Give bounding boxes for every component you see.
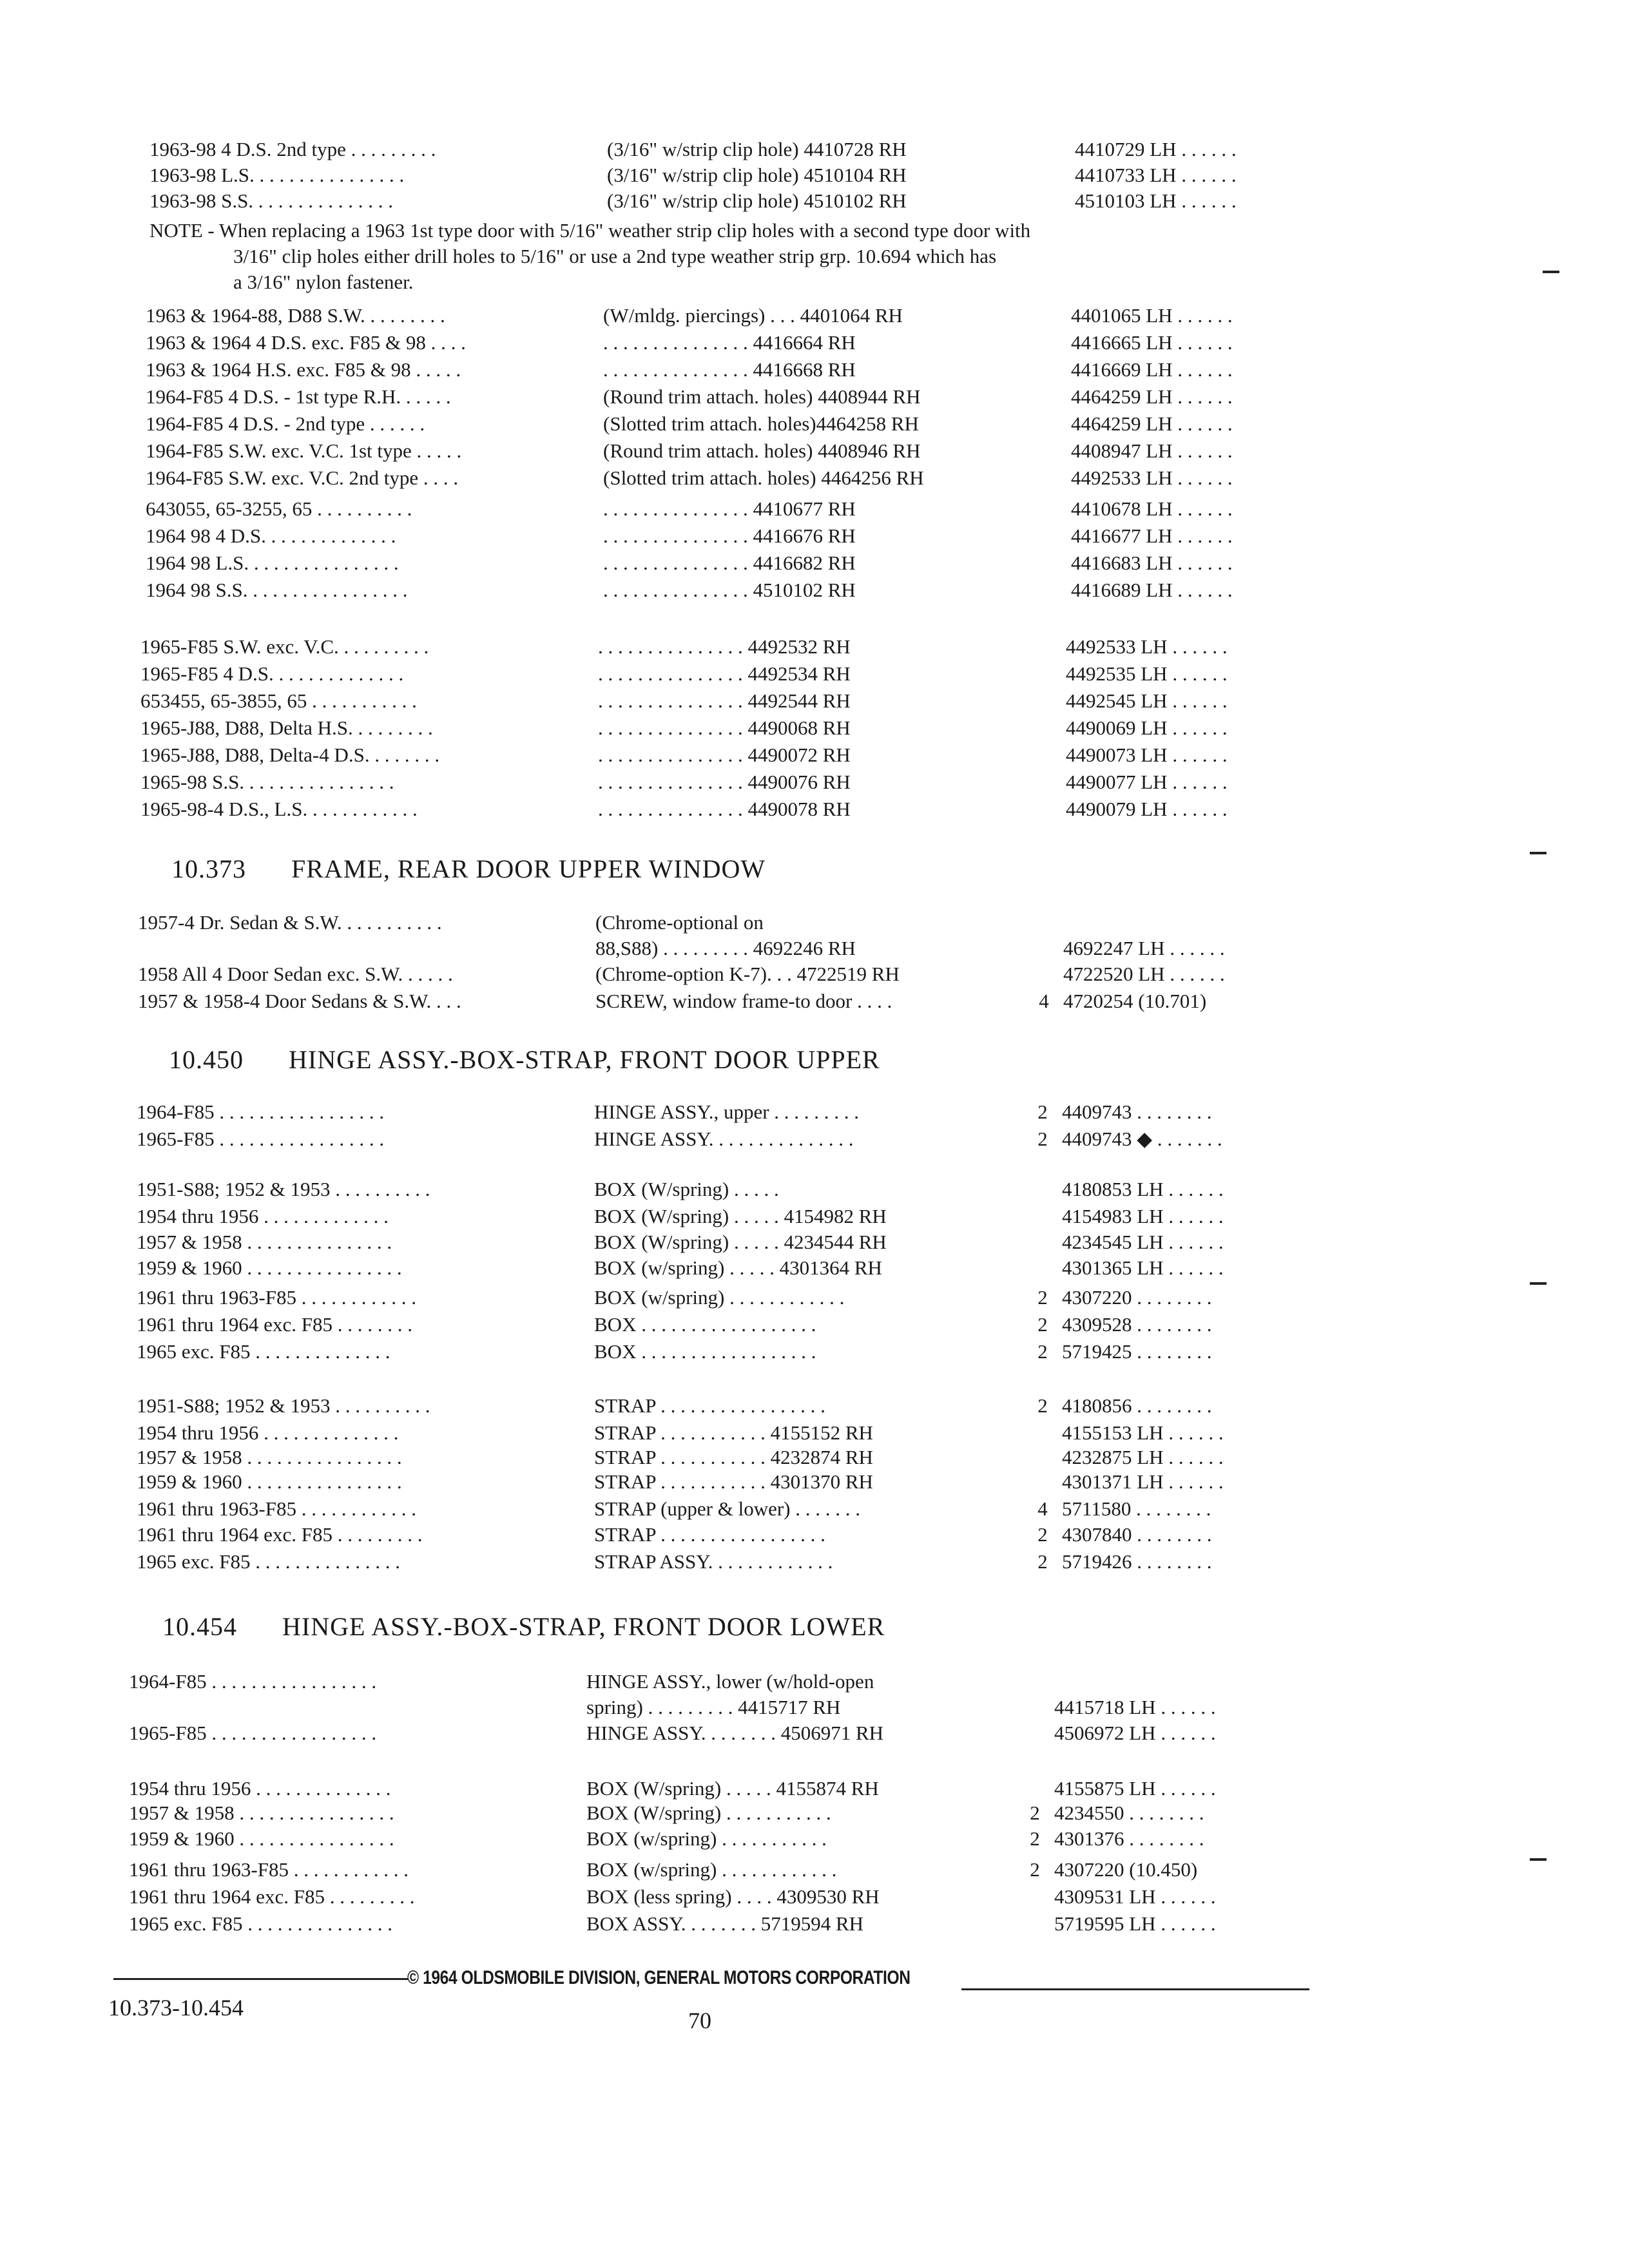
model-cell: 1964 98 4 D.S. . . . . . . . . . . . . . [146,524,396,547]
description-cell: (Chrome-option K-7). . . 4722519 RH [595,963,900,985]
model-cell: 1964-F85 S.W. exc. V.C. 2nd type . . . . [146,466,459,489]
lh-part-cell: 4490073 LH . . . . . . [1066,744,1228,766]
model-cell: 1959 & 1960 . . . . . . . . . . . . . . . . [129,1827,394,1850]
description-cell: . . . . . . . . . . . . . . . 4490076 RH [598,771,851,793]
lh-part-cell: 4408947 LH . . . . . . [1071,439,1233,462]
lh-part-cell: 4234545 LH . . . . . . [1062,1231,1224,1253]
model-cell: 1964-F85 . . . . . . . . . . . . . . . . . [129,1670,377,1693]
lh-part-cell: 4232875 LH . . . . . . [1062,1446,1224,1468]
model-cell: 1963-98 L.S. . . . . . . . . . . . . . . . [149,164,405,186]
note-line: a 3/16" nylon fastener. [233,271,414,293]
description-cell: BOX ASSY. . . . . . . . 5719594 RH [586,1912,864,1935]
model-cell: 1964-F85 S.W. exc. V.C. 1st type . . . . . [146,439,462,462]
description-cell: . . . . . . . . . . . . . . . 4416664 RH [603,331,856,354]
model-cell: 1965-J88, D88, Delta-4 D.S. . . . . . . . [140,744,440,766]
lh-part-cell: 4180853 LH . . . . . . [1062,1178,1224,1200]
footer-rule-left [113,1978,409,1980]
lh-part-cell: 4464259 LH . . . . . . [1071,412,1233,435]
lh-part-cell: 4307220 . . . . . . . . [1062,1286,1212,1309]
description-cell: STRAP . . . . . . . . . . . . . . . . . [594,1394,825,1417]
description-cell: (Chrome-optional on [595,911,764,934]
lh-part-cell: 4722520 LH . . . . . . [1063,963,1225,985]
description-cell: (3/16" w/strip clip hole) 4510102 RH [607,189,907,212]
model-cell: 1959 & 1960 . . . . . . . . . . . . . . . . [137,1470,402,1493]
model-cell: 1959 & 1960 . . . . . . . . . . . . . . . . [137,1256,402,1279]
page-number: 70 [688,2008,711,2033]
description-cell: BOX (less spring) . . . . 4309530 RH [586,1885,880,1908]
quantity-cell: 2 [1037,1523,1048,1546]
section-heading [162,1611,885,1643]
model-cell: 1964-F85 4 D.S. - 2nd type . . . . . . [146,412,425,435]
copyright-notice: © 1964 OLDSMOBILE DIVISION, GENERAL MOTORS CORPORATION [407,1967,911,1988]
model-cell: 1963 & 1964 4 D.S. exc. F85 & 98 . . . . [146,331,466,354]
section-title: HINGE ASSY.-BOX-STRAP, FRONT DOOR UPPER [289,1045,880,1074]
model-cell: 1954 thru 1956 . . . . . . . . . . . . . [137,1205,389,1227]
description-cell: . . . . . . . . . . . . . . . 4492534 RH [598,662,851,685]
model-cell: 1965 exc. F85 . . . . . . . . . . . . . . [137,1340,390,1363]
model-cell: 1965-98 S.S. . . . . . . . . . . . . . . . [140,771,394,793]
description-cell: STRAP . . . . . . . . . . . 4155152 RH [594,1421,873,1444]
quantity-cell: 2 [1030,1858,1040,1881]
quantity-cell: 2 [1037,1394,1048,1417]
description-cell: . . . . . . . . . . . . . . . 4416676 RH [603,524,856,547]
model-cell: 1963 & 1964-88, D88 S.W. . . . . . . . . [146,304,445,327]
description-cell: BOX (w/spring) . . . . . . . . . . . . [586,1858,837,1881]
lh-part-cell: 4409743 . . . . . . . . [1062,1100,1212,1123]
section-range: 10.373-10.454 [108,1995,244,2021]
lh-part-cell: 4307220 (10.450) [1054,1858,1198,1881]
description-cell: HINGE ASSY., lower (w/hold-open [586,1670,874,1693]
model-cell: 1957 & 1958 . . . . . . . . . . . . . . . [137,1231,392,1253]
lh-part-cell: 4410729 LH . . . . . . [1075,138,1237,160]
description-cell: STRAP ASSY. . . . . . . . . . . . . [594,1550,833,1573]
model-cell: 1961 thru 1964 exc. F85 . . . . . . . . . [137,1523,423,1546]
model-cell: 1957-4 Dr. Sedan & S.W. . . . . . . . . . . [138,911,442,934]
quantity-cell: 4 [1037,1497,1048,1520]
description-cell: BOX (W/spring) . . . . . . . . . . . [586,1802,831,1824]
description-cell: BOX . . . . . . . . . . . . . . . . . . [594,1313,816,1336]
model-cell: 1961 thru 1964 exc. F85 . . . . . . . . . [129,1885,415,1908]
model-cell: 1965-F85 S.W. exc. V.C. . . . . . . . . . [140,635,429,658]
footer-rule-right [961,1988,1309,1990]
section-title: FRAME, REAR DOOR UPPER WINDOW [291,854,766,883]
lh-part-cell: 4415718 LH . . . . . . [1054,1696,1216,1718]
quantity-cell: 2 [1037,1550,1048,1573]
description-cell: HINGE ASSY. . . . . . . . . . . . . . . [594,1128,854,1150]
model-cell: 1964-F85 4 D.S. - 1st type R.H. . . . . . [146,385,451,408]
description-cell: . . . . . . . . . . . . . . . 4510102 RH [603,579,856,601]
lh-part-cell: 4490077 LH . . . . . . [1066,771,1228,793]
description-cell: BOX (W/spring) . . . . . 4154982 RH [594,1205,887,1227]
description-cell: STRAP (upper & lower) . . . . . . . [594,1497,861,1520]
section-heading [171,853,766,885]
description-cell: STRAP . . . . . . . . . . . 4232874 RH [594,1446,873,1468]
lh-part-cell: 4416689 LH . . . . . . [1071,579,1233,601]
margin-mark [1530,1282,1547,1285]
description-cell: (W/mldg. piercings) . . . 4401064 RH [603,304,903,327]
description-cell: BOX (W/spring) . . . . . [594,1178,779,1200]
section-heading [169,1044,880,1076]
lh-part-cell: 4234550 . . . . . . . . [1054,1802,1204,1824]
lh-part-cell: 4492533 LH . . . . . . [1066,635,1228,658]
quantity-cell: 2 [1030,1827,1040,1850]
lh-part-cell: 4154983 LH . . . . . . [1062,1205,1224,1227]
description-cell: . . . . . . . . . . . . . . . 4410677 RH [603,497,856,520]
description-cell: BOX (W/spring) . . . . . 4155874 RH [586,1777,879,1800]
margin-mark [1530,1858,1547,1861]
lh-part-cell: 4490079 LH . . . . . . [1066,798,1228,820]
lh-part-cell: 4410678 LH . . . . . . [1071,497,1233,520]
quantity-cell: 2 [1030,1802,1040,1824]
lh-part-cell: 5719595 LH . . . . . . [1054,1912,1216,1935]
lh-part-cell: 4492533 LH . . . . . . [1071,466,1233,489]
model-cell: 1965 exc. F85 . . . . . . . . . . . . . . . [137,1550,401,1573]
model-cell: 1965-F85 . . . . . . . . . . . . . . . . . [129,1722,377,1744]
description-cell: STRAP . . . . . . . . . . . . . . . . . [594,1523,825,1546]
lh-part-cell: 4416669 LH . . . . . . [1071,358,1233,381]
description-cell: spring) . . . . . . . . . 4415717 RH [586,1696,841,1718]
margin-mark [1543,271,1559,273]
section-number: 10.454 [162,1612,237,1641]
lh-part-cell: 4307840 . . . . . . . . [1062,1523,1212,1546]
description-cell: BOX (W/spring) . . . . . 4234544 RH [594,1231,887,1253]
model-cell: 1961 thru 1963-F85 . . . . . . . . . . . . [137,1497,416,1520]
model-cell: 1957 & 1958-4 Door Sedans & S.W. . . . [138,990,461,1012]
description-cell: (Slotted trim attach. holes) 4464256 RH [603,466,924,489]
margin-mark [1530,852,1547,854]
description-cell: (3/16" w/strip clip hole) 4510104 RH [607,164,907,186]
description-cell: . . . . . . . . . . . . . . . 4490078 RH [598,798,851,820]
lh-part-cell: 5719425 . . . . . . . . [1062,1340,1212,1363]
lh-part-cell: 4510103 LH . . . . . . [1075,189,1237,212]
description-cell: (Slotted trim attach. holes)4464258 RH [603,412,919,435]
lh-part-cell: 4309531 LH . . . . . . [1054,1885,1216,1908]
description-cell: (Round trim attach. holes) 4408946 RH [603,439,921,462]
description-cell: SCREW, window frame-to door . . . . [595,990,892,1012]
model-cell: 1965-F85 4 D.S. . . . . . . . . . . . . . [140,662,404,685]
lh-part-cell: 4410733 LH . . . . . . [1075,164,1237,186]
description-cell: BOX (w/spring) . . . . . . . . . . . [586,1827,827,1850]
model-cell: 653455, 65-3855, 65 . . . . . . . . . . . [140,689,417,712]
lh-part-cell: 4416677 LH . . . . . . [1071,524,1233,547]
model-cell: 1964-F85 . . . . . . . . . . . . . . . . . [137,1100,385,1123]
description-cell: . . . . . . . . . . . . . . . 4492532 RH [598,635,851,658]
model-cell: 1954 thru 1956 . . . . . . . . . . . . . . [129,1777,391,1800]
lh-part-cell: 4180856 . . . . . . . . [1062,1394,1212,1417]
model-cell: 1958 All 4 Door Sedan exc. S.W. . . . . . [138,963,453,985]
lh-part-cell: 4464259 LH . . . . . . [1071,385,1233,408]
lh-part-cell: 4492545 LH . . . . . . [1066,689,1228,712]
description-cell: . . . . . . . . . . . . . . . 4490072 RH [598,744,851,766]
lh-part-cell: 4416683 LH . . . . . . [1071,552,1233,574]
lh-part-cell: 4155153 LH . . . . . . [1062,1421,1224,1444]
section-title: HINGE ASSY.-BOX-STRAP, FRONT DOOR LOWER [282,1612,885,1641]
quantity-cell: 4 [1039,990,1049,1012]
description-cell: BOX . . . . . . . . . . . . . . . . . . [594,1340,816,1363]
model-cell: 643055, 65-3255, 65 . . . . . . . . . . [146,497,412,520]
model-cell: 1951-S88; 1952 & 1953 . . . . . . . . . . [137,1394,430,1417]
lh-part-cell: 4416665 LH . . . . . . [1071,331,1233,354]
model-cell: 1965-98-4 D.S., L.S. . . . . . . . . . . . [140,798,418,820]
quantity-cell: 2 [1037,1286,1048,1309]
model-cell: 1963-98 4 D.S. 2nd type . . . . . . . . . [149,138,436,160]
section-number: 10.450 [169,1045,244,1074]
description-cell: STRAP . . . . . . . . . . . 4301370 RH [594,1470,873,1493]
lh-part-cell: 4401065 LH . . . . . . [1071,304,1233,327]
description-cell: HINGE ASSY. . . . . . . . 4506971 RH [586,1722,884,1744]
lh-part-cell: 4301371 LH . . . . . . [1062,1470,1224,1493]
lh-part-cell: 4301376 . . . . . . . . [1054,1827,1204,1850]
note-line: NOTE - When replacing a 1963 1st type door with 5/16" weather strip clip holes with a second type door with [149,219,1031,242]
model-cell: 1954 thru 1956 . . . . . . . . . . . . . . [137,1421,399,1444]
model-cell: 1965-F85 . . . . . . . . . . . . . . . . . [137,1128,385,1150]
lh-part-cell: 4506972 LH . . . . . . [1054,1722,1216,1744]
model-cell: 1961 thru 1963-F85 . . . . . . . . . . . . [137,1286,416,1309]
model-cell: 1963 & 1964 H.S. exc. F85 & 98 . . . . . [146,358,461,381]
description-cell: . . . . . . . . . . . . . . . 4416682 RH [603,552,856,574]
lh-part-cell: 4409743 ◆ . . . . . . . [1062,1128,1222,1150]
model-cell: 1951-S88; 1952 & 1953 . . . . . . . . . . [137,1178,430,1200]
description-cell: . . . . . . . . . . . . . . . 4416668 RH [603,358,856,381]
description-cell: BOX (w/spring) . . . . . 4301364 RH [594,1256,882,1279]
lh-part-cell: 4490069 LH . . . . . . [1066,716,1228,739]
lh-part-cell: 4720254 (10.701) [1063,990,1207,1012]
model-cell: 1965 exc. F85 . . . . . . . . . . . . . . . [129,1912,393,1935]
model-cell: 1965-J88, D88, Delta H.S. . . . . . . . . [140,716,433,739]
quantity-cell: 2 [1037,1100,1048,1123]
lh-part-cell: 4492535 LH . . . . . . [1066,662,1228,685]
description-cell: . . . . . . . . . . . . . . . 4490068 RH [598,716,851,739]
description-cell: . . . . . . . . . . . . . . . 4492544 RH [598,689,851,712]
model-cell: 1957 & 1958 . . . . . . . . . . . . . . . . [129,1802,394,1824]
model-cell: 1961 thru 1963-F85 . . . . . . . . . . . . [129,1858,409,1881]
quantity-cell: 2 [1037,1313,1048,1336]
model-cell: 1957 & 1958 . . . . . . . . . . . . . . . . [137,1446,402,1468]
model-cell: 1964 98 S.S. . . . . . . . . . . . . . . . . [146,579,408,601]
lh-part-cell: 4155875 LH . . . . . . [1054,1777,1216,1800]
lh-part-cell: 4309528 . . . . . . . . [1062,1313,1212,1336]
description-cell: BOX (w/spring) . . . . . . . . . . . . [594,1286,845,1309]
lh-part-cell: 4301365 LH . . . . . . [1062,1256,1224,1279]
description-cell: HINGE ASSY., upper . . . . . . . . . [594,1100,860,1123]
model-cell: 1963-98 S.S. . . . . . . . . . . . . . . [149,189,394,212]
lh-part-cell: 5711580 . . . . . . . . [1062,1497,1211,1520]
note-line: 3/16" clip holes either drill holes to 5/16" or use a 2nd type weather strip grp. 10.694 which has [233,245,997,267]
description-cell: (3/16" w/strip clip hole) 4410728 RH [607,138,907,160]
model-cell: 1964 98 L.S. . . . . . . . . . . . . . . . [146,552,399,574]
description-cell: (Round trim attach. holes) 4408944 RH [603,385,921,408]
quantity-cell: 2 [1037,1128,1048,1150]
lh-part-cell: 5719426 . . . . . . . . [1062,1550,1212,1573]
model-cell: 1961 thru 1964 exc. F85 . . . . . . . . [137,1313,412,1336]
lh-part-cell: 4692247 LH . . . . . . [1063,937,1225,959]
description-cell: 88,S88) . . . . . . . . . 4692246 RH [595,937,856,959]
section-number: 10.373 [171,854,246,883]
quantity-cell: 2 [1037,1340,1048,1363]
